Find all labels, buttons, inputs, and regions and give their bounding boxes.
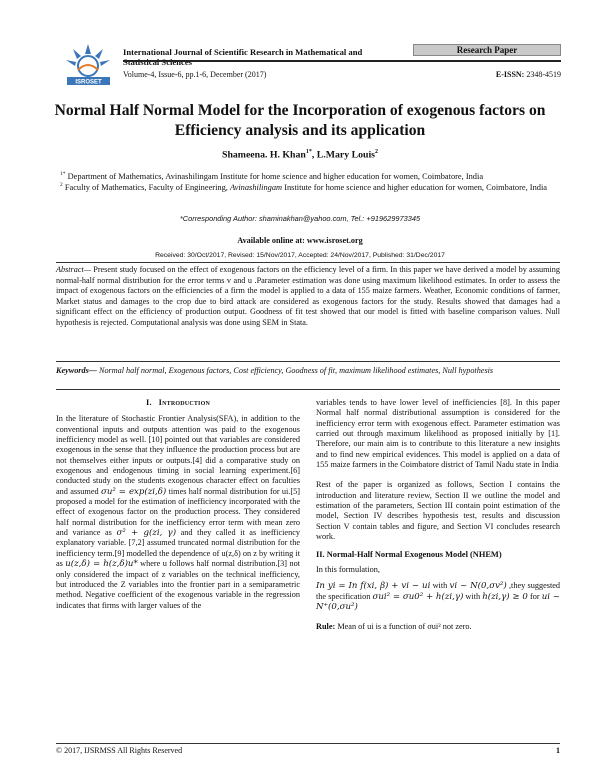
paper-title: Normal Half Normal Model for the Incorporation of exogenous factors on Efficiency analysis and its application [54,102,546,139]
eissn-label: E-ISSN: [495,70,525,79]
affiliation-2-text-post: Institute for home science and higher education for women, Coimbatore, India [282,182,548,192]
equation-4b: vi ~ N(0,σv²) [449,581,507,592]
section-1-heading [56,398,300,408]
authors [40,149,560,160]
section-2-heading: II. Normal-Half Normal Exogenous Model (NHEM) [316,550,502,560]
equation-4-with: with [432,581,448,591]
affiliation-1-sup: 1* [60,171,66,177]
paper-type-badge: Research Paper [413,44,561,56]
equation-6-for: for [527,591,542,601]
author-2: , L.Mary Louis [311,149,375,161]
keywords-label: Keywords— [56,366,97,375]
keywords-text: Normal half normal, Exogenous factors, Cost efficiency, Goodness of fit, maximum likelihood estimates, Null hypothesis [96,366,494,375]
equation-5-with: with [463,591,483,601]
section-2-intro: In this formulation, [316,564,380,574]
equation-3: u(z,δ) = h(z,δ)u* [65,559,138,570]
right-paragraph-1: variables tends to have lower level of inefficiencies [8]. In this paper Normal half normal distributional assumption is considered for the inefficiency error term with exogenous effect. Parameter estimation was carried out through maximum likelihood as proposed initially by [1]. Therefore, our main aim is to contribute to this literature a new insights and to find new empirical evidences. This model is applied on a data of 155 maize farmers in the Coimbatore district of Tamil Nadu state in India [316,398,560,470]
section-2-equation-block [316,581,560,612]
intro-text-3: and they called it as inefficiency explanatory variable. [7,2] assumed truncated normal distribution for the inefficiency term.[9] modelled the dependence of u(z,δ) on z by writing it as [56,528,300,569]
affiliation-2-italic: Avinashilingam [229,182,283,192]
equation-4-tail: ,they suggested the specification [316,581,561,601]
abstract-text: Present study focused on the effect of exogenous factors on the efficiency level of a firm. In this paper we have derived a model by assuming normal-half normal distribution for the error terms v and u .Parameter estimation was done using maximum likelihood estimates. In order to assess the impact of exogenous factors on the efficiencies of a firm the model is applied to a data of 155 maize farmers. Weather, Economic conditions of farmer, Market status and damages to the crop due to bird attack are considered as exogenous factors for the study. Results showed that damages had a significant effect on the efficiency of production output. Goodness of fit test showed that our model is fitted with baseline comparison values. Null hypothesis is rejected. Computational analysis was done using SEM in Stata. [56,265,560,327]
logo-text: ISROSET [75,79,102,86]
journal-name: International Journal of Scientific Research in Mathematical and Statistical Sciences [123,47,363,67]
divider-mid [56,361,560,362]
left-column [56,398,300,611]
affiliation-2-text-pre: Faculty of Mathematics, Faculty of Engineering, [64,182,230,192]
rule-label: Rule: [316,622,336,632]
available-online: Available online at: www.isroset.org [237,236,363,245]
divider-top [56,262,560,263]
author-2-sup: 2 [374,149,378,155]
keywords [56,366,560,377]
paragraph-gap [316,470,560,480]
footer-rule [56,743,560,744]
intro-text-1: In the literature of Stochastic Frontier Analysis(SFA), in addition to the conventional inputs and outputs attention was paid to the exogenous inefficiency model as well. [10] pointed out that variables are considered exogenous in the sense that they influence the production process but are not themselves either inputs or outputs.[4] did a comparative study on exogenous and endogenous timing in social learning experiment.[6] conducted study on the students exogenous character effect on faculties and assumed [56,414,300,496]
page-number: 1 [556,746,560,755]
equation-4: In yi = In f(xi, β) + vi − ui [316,581,431,592]
page-footer [56,746,560,755]
author-1: Shameena. H. Khan [222,149,306,161]
eissn-value: 2348-4519 [526,70,561,79]
paragraph-gap-2 [316,612,560,622]
equation-2: σ² + g(zi, γ) [116,528,177,539]
rule-statement [316,622,560,632]
intro-text-2: times half normal distribution for ui.[5] proposed a model for the estimation of inefficiency incorporated with the effect of exogenous factor on the production process. They considered half normal distribution for the inefficiency error term with mean zero and variance as [56,486,300,538]
footer-copyright: © 2017, IJSRMSS All Rights Reserved [56,746,183,755]
journal-logo [61,40,116,86]
equation-6: h(zi,γ) ≥ 0 [482,591,528,602]
rule-text: Mean of ui is a function of σui² not zero. [335,622,472,632]
author-1-sup: 1* [305,149,312,155]
journal-header [61,40,561,86]
corresponding-author: *Corresponding Author: shaminakhan@yahoo.com, Tel.: +919629973345 [179,214,421,223]
eissn [496,70,561,79]
section-1-title: Introduction [158,398,210,407]
affiliation-1-text: Department of Mathematics, Avinashilingam Institute for home science and higher education for women, Coimbatore, India [67,171,484,181]
header-rule [123,60,561,62]
abstract-label: Abstract— [56,265,92,274]
journal-volume: Volume-4, Issue-6, pp.1-6, December (2017) [123,70,267,79]
publication-dates: Received: 30/Oct/2017, Revised: 15/Nov/2017, Accepted: 24/Nov/2017, Published: 31/Dec/2017 [155,252,445,259]
abstract [56,265,560,329]
logo-sunburst [66,44,110,76]
intro-paragraph [56,414,300,611]
affiliation-2-sup: 2 [60,182,63,188]
intro-text-4: where u follows half normal distribution.[3] not only considered the impact of z variables on the technical inefficiency, but introduced the Z variables into the frontier part in a semiparametric method. Negative coefficient of the exogenous variable in the regression indicates that firms with larger values of the [56,559,300,610]
equation-6b: ui ~ N⁺(0,σu²) [316,591,560,612]
equation-5: σui² = σu0² + h(zi,γ) [372,591,464,602]
right-column [316,398,560,633]
equation-1: σu² = exp(zi,δ) [100,486,167,497]
divider-bottom [56,389,560,390]
section-1-number: I. [146,398,152,407]
affiliation-2 [60,180,560,193]
right-paragraph-2: Rest of the paper is organized as follows, Section I contains the introduction and literature review, Section II we outline the model and estimation of the parameters, Section III contain point estimation of the model, Section IV describes hypothesis test, results and discussion Section V contain tables and figure, and Section VI concludes research work. [316,480,560,542]
